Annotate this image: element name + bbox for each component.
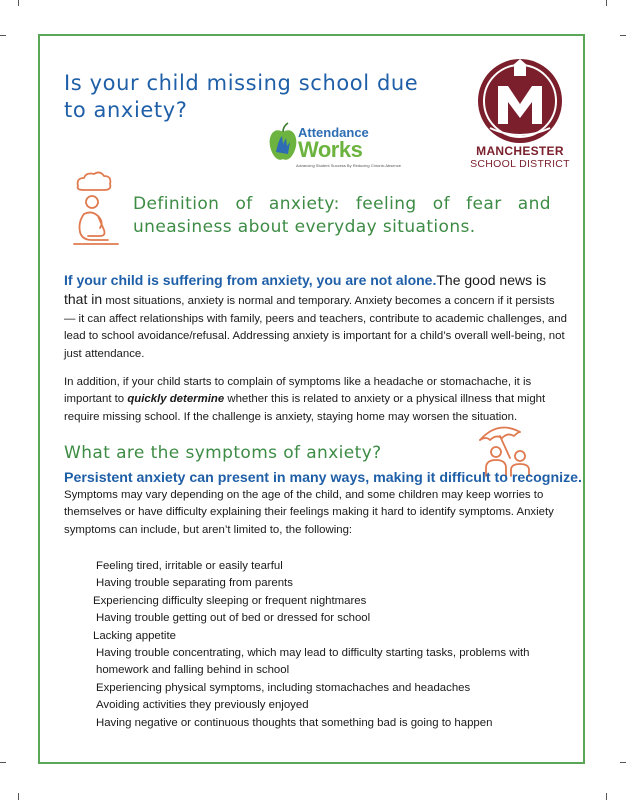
symptom-item: Feeling tired, irritable or easily tearful xyxy=(96,560,283,572)
symptoms-intro: Symptoms may vary depending on the age of the child, and some children may keep worries to themselves or have difficulty explaining their feelings making it hard to identify symptoms. Anxiety symptoms can include, but aren’t limited to, the following: xyxy=(64,489,554,536)
crop-mark xyxy=(606,0,607,6)
symptom-item: Having negative or continuous thoughts that something bad is going to happen xyxy=(96,716,493,729)
intro-lead: If your child is suffering from anxiety, you are not alone. xyxy=(64,272,437,288)
schoolhouse-m-emblem xyxy=(468,56,572,146)
manchester-logo xyxy=(468,56,572,176)
crop-mark xyxy=(620,762,626,763)
symptoms-subheading: Persistent anxiety can present in many ways, making it difficult to recognize. xyxy=(64,470,582,486)
district-name: MANCHESTER xyxy=(476,144,564,158)
crop-mark xyxy=(18,0,19,6)
worried-person-icon xyxy=(64,170,128,248)
umbrella-family-icon xyxy=(476,418,538,478)
symptom-item: Lacking appetite xyxy=(93,629,176,642)
logo-tagline: Advancing Student Success By Reducing Chronic Absence xyxy=(296,163,401,168)
logo-word-attendance: Attendance xyxy=(298,125,369,140)
paragraph2-emphasis: quickly determine xyxy=(127,393,225,406)
symptom-item: Having trouble concentrating, which may lead to difficulty starting tasks, problems with homework and falling behind in school xyxy=(96,647,530,677)
paragraph2-after: whether this is related to anxiety or a physical illness that might require missing school. If the challenge is anxiety, staying home may worsen the situation. xyxy=(64,393,546,423)
symptom-item: Experiencing physical symptoms, including stomachaches and headaches xyxy=(96,681,471,694)
apple-hand-icon xyxy=(268,122,298,166)
logo-word-works: Works xyxy=(298,137,363,162)
symptom-item: Having trouble separating from parents xyxy=(96,577,293,590)
anxiety-definition: Definition of anxiety: feeling of fear and uneasiness about everyday situations. xyxy=(133,194,551,237)
crop-mark xyxy=(0,35,6,36)
attendance-works-logo xyxy=(268,120,401,170)
crop-mark xyxy=(0,762,6,763)
symptom-item: Avoiding activities they previously enjoyed xyxy=(96,699,309,712)
crop-mark xyxy=(606,793,607,800)
crop-mark xyxy=(18,793,19,800)
crop-mark xyxy=(620,35,626,36)
symptom-item: Experiencing difficulty sleeping or frequent nightmares xyxy=(93,594,367,607)
symptoms-heading: What are the symptoms of anxiety? xyxy=(64,443,382,463)
paragraph2-before: In addition, if your child starts to complain of symptoms like a headache or stomachache, it is important to xyxy=(64,376,532,406)
intro-lead-rest: The good news is that in xyxy=(64,272,547,308)
intro-paragraph xyxy=(64,272,569,363)
symptom-item: Having trouble getting out of bed or dressed for school xyxy=(96,612,371,625)
symptom-list xyxy=(93,558,563,732)
physical-symptoms-paragraph xyxy=(64,374,546,426)
district-subtitle: SCHOOL DISTRICT xyxy=(470,158,570,170)
intro-body: most situations, anxiety is normal and temporary. Anxiety becomes a concern if it persists — it can affect relationships with family, peers and teachers, contribute to academic challenges, and lead to school avoidance/refusal. Addressing anxiety is important for a child’s overall well-being, not just attendance. xyxy=(64,295,567,360)
page-title: Is your child missing school due to anxiety? xyxy=(64,71,419,122)
